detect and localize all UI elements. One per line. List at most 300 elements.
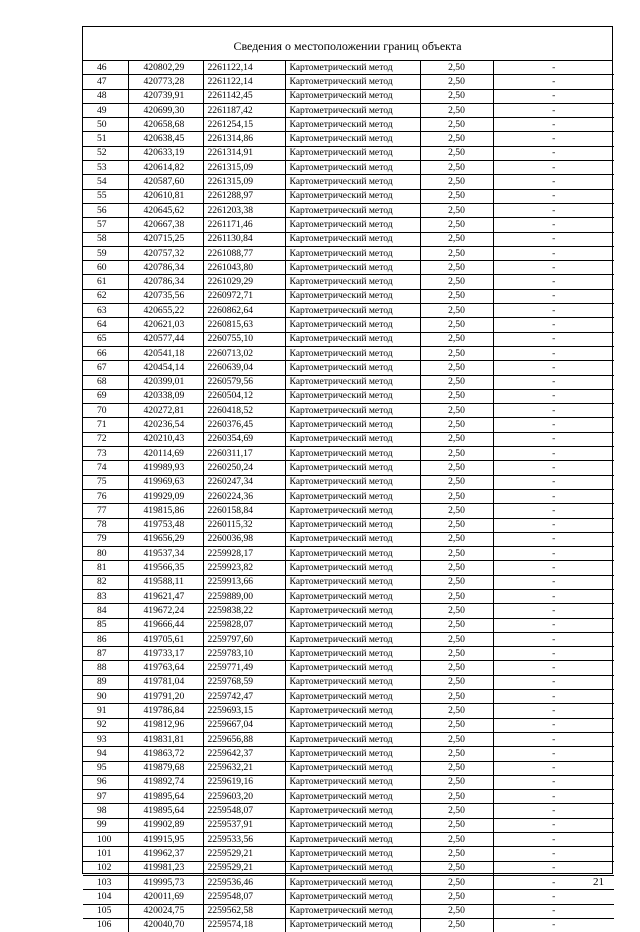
point-number-cell: 106: [83, 918, 128, 932]
method-cell: Картометрический метод: [285, 875, 420, 889]
method-cell: Картометрический метод: [285, 761, 420, 775]
method-cell: Картометрический метод: [285, 447, 420, 461]
accuracy-cell: 2,50: [420, 890, 493, 904]
point-number-cell: 76: [83, 489, 128, 503]
x-coordinate-cell: 420786,34: [128, 261, 203, 275]
x-coordinate-cell: 420658,68: [128, 118, 203, 132]
y-coordinate-cell: 2261029,29: [203, 275, 285, 289]
accuracy-cell: 2,50: [420, 861, 493, 875]
description-cell: -: [493, 575, 614, 589]
point-number-cell: 103: [83, 875, 128, 889]
accuracy-cell: 2,50: [420, 561, 493, 575]
description-cell: -: [493, 647, 614, 661]
point-number-cell: 83: [83, 589, 128, 603]
point-number-cell: 64: [83, 318, 128, 332]
y-coordinate-cell: 2261122,14: [203, 61, 285, 75]
table-row: [83, 918, 614, 932]
table-row: [83, 261, 614, 275]
y-coordinate-cell: 2261088,77: [203, 246, 285, 260]
y-coordinate-cell: 2259603,20: [203, 790, 285, 804]
table-row: [83, 418, 614, 432]
description-cell: -: [493, 489, 614, 503]
y-coordinate-cell: 2259548,07: [203, 890, 285, 904]
point-number-cell: 47: [83, 75, 128, 89]
accuracy-cell: 2,50: [420, 589, 493, 603]
table-row: [83, 432, 614, 446]
x-coordinate-cell: 419672,24: [128, 604, 203, 618]
description-cell: -: [493, 389, 614, 403]
x-coordinate-cell: 419753,48: [128, 518, 203, 532]
accuracy-cell: 2,50: [420, 389, 493, 403]
description-cell: -: [493, 75, 614, 89]
y-coordinate-cell: 2259797,60: [203, 632, 285, 646]
table-row: [83, 589, 614, 603]
method-cell: Картометрический метод: [285, 732, 420, 746]
table-row: [83, 461, 614, 475]
x-coordinate-cell: 420645,62: [128, 203, 203, 217]
table-row: [83, 904, 614, 918]
method-cell: Картометрический метод: [285, 475, 420, 489]
y-coordinate-cell: 2260579,56: [203, 375, 285, 389]
table-row: [83, 289, 614, 303]
y-coordinate-cell: 2259889,00: [203, 589, 285, 603]
description-cell: -: [493, 618, 614, 632]
y-coordinate-cell: 2261171,46: [203, 218, 285, 232]
page-number: 21: [593, 876, 604, 888]
table-row: [83, 732, 614, 746]
accuracy-cell: 2,50: [420, 418, 493, 432]
point-number-cell: 55: [83, 189, 128, 203]
description-cell: -: [493, 761, 614, 775]
method-cell: Картометрический метод: [285, 547, 420, 561]
y-coordinate-cell: 2260247,34: [203, 475, 285, 489]
table-row: [83, 404, 614, 418]
description-cell: -: [493, 146, 614, 160]
description-cell: -: [493, 561, 614, 575]
accuracy-cell: 2,50: [420, 632, 493, 646]
accuracy-cell: 2,50: [420, 904, 493, 918]
table-row: [83, 804, 614, 818]
accuracy-cell: 2,50: [420, 189, 493, 203]
point-number-cell: 84: [83, 604, 128, 618]
y-coordinate-cell: 2260815,63: [203, 318, 285, 332]
y-coordinate-cell: 2260036,98: [203, 532, 285, 546]
x-coordinate-cell: 420024,75: [128, 904, 203, 918]
accuracy-cell: 2,50: [420, 575, 493, 589]
description-cell: -: [493, 518, 614, 532]
method-cell: Картометрический метод: [285, 818, 420, 832]
method-cell: Картометрический метод: [285, 175, 420, 189]
x-coordinate-cell: 419763,64: [128, 661, 203, 675]
x-coordinate-cell: 420272,81: [128, 404, 203, 418]
x-coordinate-cell: 420011,69: [128, 890, 203, 904]
method-cell: Картометрический метод: [285, 747, 420, 761]
point-number-cell: 46: [83, 61, 128, 75]
x-coordinate-cell: 420236,54: [128, 418, 203, 432]
table-row: [83, 118, 614, 132]
table-row: [83, 861, 614, 875]
y-coordinate-cell: 2261203,38: [203, 203, 285, 217]
description-cell: -: [493, 404, 614, 418]
description-cell: -: [493, 818, 614, 832]
method-cell: Картометрический метод: [285, 432, 420, 446]
x-coordinate-cell: 419929,09: [128, 489, 203, 503]
table-row: [83, 89, 614, 103]
description-cell: -: [493, 675, 614, 689]
table-row: [83, 132, 614, 146]
description-cell: -: [493, 189, 614, 203]
description-cell: -: [493, 632, 614, 646]
method-cell: Картометрический метод: [285, 275, 420, 289]
table-row: [83, 747, 614, 761]
table-row: [83, 775, 614, 789]
accuracy-cell: 2,50: [420, 732, 493, 746]
point-number-cell: 56: [83, 203, 128, 217]
description-cell: -: [493, 461, 614, 475]
method-cell: Картометрический метод: [285, 690, 420, 704]
method-cell: Картометрический метод: [285, 89, 420, 103]
accuracy-cell: 2,50: [420, 547, 493, 561]
point-number-cell: 97: [83, 790, 128, 804]
method-cell: Картометрический метод: [285, 346, 420, 360]
method-cell: Картометрический метод: [285, 418, 420, 432]
accuracy-cell: 2,50: [420, 432, 493, 446]
y-coordinate-cell: 2260713,02: [203, 346, 285, 360]
y-coordinate-cell: 2261187,42: [203, 103, 285, 117]
point-number-cell: 66: [83, 346, 128, 360]
y-coordinate-cell: 2259529,21: [203, 861, 285, 875]
accuracy-cell: 2,50: [420, 475, 493, 489]
description-cell: -: [493, 747, 614, 761]
y-coordinate-cell: 2259913,66: [203, 575, 285, 589]
accuracy-cell: 2,50: [420, 275, 493, 289]
accuracy-cell: 2,50: [420, 661, 493, 675]
x-coordinate-cell: 419666,44: [128, 618, 203, 632]
accuracy-cell: 2,50: [420, 375, 493, 389]
x-coordinate-cell: 420786,34: [128, 275, 203, 289]
method-cell: Картометрический метод: [285, 504, 420, 518]
x-coordinate-cell: 420040,70: [128, 918, 203, 932]
y-coordinate-cell: 2259548,07: [203, 804, 285, 818]
x-coordinate-cell: 420699,30: [128, 103, 203, 117]
method-cell: Картометрический метод: [285, 389, 420, 403]
y-coordinate-cell: 2260250,24: [203, 461, 285, 475]
point-number-cell: 51: [83, 132, 128, 146]
method-cell: Картометрический метод: [285, 246, 420, 260]
point-number-cell: 49: [83, 103, 128, 117]
method-cell: Картометрический метод: [285, 532, 420, 546]
x-coordinate-cell: 419995,73: [128, 875, 203, 889]
y-coordinate-cell: 2259536,46: [203, 875, 285, 889]
description-cell: -: [493, 504, 614, 518]
description-cell: -: [493, 318, 614, 332]
method-cell: Картометрический метод: [285, 304, 420, 318]
description-cell: -: [493, 361, 614, 375]
y-coordinate-cell: 2260504,12: [203, 389, 285, 403]
point-number-cell: 88: [83, 661, 128, 675]
x-coordinate-cell: 420715,25: [128, 232, 203, 246]
point-number-cell: 67: [83, 361, 128, 375]
y-coordinate-cell: 2259928,17: [203, 547, 285, 561]
point-number-cell: 99: [83, 818, 128, 832]
method-cell: Картометрический метод: [285, 146, 420, 160]
description-cell: -: [493, 289, 614, 303]
method-cell: Картометрический метод: [285, 647, 420, 661]
table-row: [83, 875, 614, 889]
method-cell: Картометрический метод: [285, 103, 420, 117]
x-coordinate-cell: 420802,29: [128, 61, 203, 75]
method-cell: Картометрический метод: [285, 904, 420, 918]
accuracy-cell: 2,50: [420, 461, 493, 475]
table-row: [83, 346, 614, 360]
point-number-cell: 57: [83, 218, 128, 232]
accuracy-cell: 2,50: [420, 203, 493, 217]
table-row: [83, 146, 614, 160]
method-cell: Картометрический метод: [285, 604, 420, 618]
point-number-cell: 92: [83, 718, 128, 732]
x-coordinate-cell: 420541,18: [128, 346, 203, 360]
x-coordinate-cell: 419705,61: [128, 632, 203, 646]
method-cell: Картометрический метод: [285, 118, 420, 132]
description-cell: -: [493, 161, 614, 175]
description-cell: -: [493, 833, 614, 847]
accuracy-cell: 2,50: [420, 704, 493, 718]
description-cell: -: [493, 861, 614, 875]
x-coordinate-cell: 420587,60: [128, 175, 203, 189]
accuracy-cell: 2,50: [420, 847, 493, 861]
accuracy-cell: 2,50: [420, 790, 493, 804]
accuracy-cell: 2,50: [420, 175, 493, 189]
x-coordinate-cell: 419781,04: [128, 675, 203, 689]
y-coordinate-cell: 2261315,09: [203, 161, 285, 175]
y-coordinate-cell: 2260311,17: [203, 447, 285, 461]
x-coordinate-cell: 419656,29: [128, 532, 203, 546]
accuracy-cell: 2,50: [420, 818, 493, 832]
point-number-cell: 85: [83, 618, 128, 632]
accuracy-cell: 2,50: [420, 346, 493, 360]
y-coordinate-cell: 2261315,09: [203, 175, 285, 189]
accuracy-cell: 2,50: [420, 161, 493, 175]
table-row: [83, 761, 614, 775]
point-number-cell: 62: [83, 289, 128, 303]
table-row: [83, 246, 614, 260]
accuracy-cell: 2,50: [420, 747, 493, 761]
x-coordinate-cell: 420210,43: [128, 432, 203, 446]
point-number-cell: 65: [83, 332, 128, 346]
accuracy-cell: 2,50: [420, 318, 493, 332]
method-cell: Картометрический метод: [285, 632, 420, 646]
point-number-cell: 74: [83, 461, 128, 475]
table-row: [83, 690, 614, 704]
point-number-cell: 93: [83, 732, 128, 746]
description-cell: -: [493, 432, 614, 446]
x-coordinate-cell: 420735,56: [128, 289, 203, 303]
method-cell: Картометрический метод: [285, 161, 420, 175]
method-cell: Картометрический метод: [285, 75, 420, 89]
table-row: [83, 618, 614, 632]
description-cell: -: [493, 475, 614, 489]
accuracy-cell: 2,50: [420, 132, 493, 146]
table-row: [83, 218, 614, 232]
x-coordinate-cell: 419621,47: [128, 589, 203, 603]
accuracy-cell: 2,50: [420, 675, 493, 689]
description-cell: -: [493, 447, 614, 461]
description-cell: -: [493, 275, 614, 289]
method-cell: Картометрический метод: [285, 847, 420, 861]
accuracy-cell: 2,50: [420, 404, 493, 418]
x-coordinate-cell: 420667,38: [128, 218, 203, 232]
accuracy-cell: 2,50: [420, 304, 493, 318]
x-coordinate-cell: 420338,09: [128, 389, 203, 403]
point-number-cell: 54: [83, 175, 128, 189]
point-number-cell: 82: [83, 575, 128, 589]
point-number-cell: 68: [83, 375, 128, 389]
x-coordinate-cell: 419812,96: [128, 718, 203, 732]
table-row: [83, 75, 614, 89]
accuracy-cell: 2,50: [420, 218, 493, 232]
description-cell: -: [493, 790, 614, 804]
point-number-cell: 104: [83, 890, 128, 904]
y-coordinate-cell: 2259642,37: [203, 747, 285, 761]
point-number-cell: 98: [83, 804, 128, 818]
point-number-cell: 102: [83, 861, 128, 875]
method-cell: Картометрический метод: [285, 704, 420, 718]
table-row: [83, 575, 614, 589]
method-cell: Картометрический метод: [285, 332, 420, 346]
point-number-cell: 79: [83, 532, 128, 546]
point-number-cell: 50: [83, 118, 128, 132]
description-cell: -: [493, 61, 614, 75]
x-coordinate-cell: 420655,22: [128, 304, 203, 318]
description-cell: -: [493, 890, 614, 904]
x-coordinate-cell: 420577,44: [128, 332, 203, 346]
x-coordinate-cell: 419815,86: [128, 504, 203, 518]
accuracy-cell: 2,50: [420, 532, 493, 546]
accuracy-cell: 2,50: [420, 489, 493, 503]
y-coordinate-cell: 2259667,04: [203, 718, 285, 732]
description-cell: -: [493, 89, 614, 103]
method-cell: Картометрический метод: [285, 804, 420, 818]
method-cell: Картометрический метод: [285, 189, 420, 203]
y-coordinate-cell: 2259656,88: [203, 732, 285, 746]
coordinates-table-body: [83, 61, 614, 932]
x-coordinate-cell: 419915,95: [128, 833, 203, 847]
accuracy-cell: 2,50: [420, 604, 493, 618]
x-coordinate-cell: 419537,34: [128, 547, 203, 561]
y-coordinate-cell: 2260376,45: [203, 418, 285, 432]
table-row: [83, 675, 614, 689]
method-cell: Картометрический метод: [285, 289, 420, 303]
x-coordinate-cell: 420621,03: [128, 318, 203, 332]
point-number-cell: 81: [83, 561, 128, 575]
table-row: [83, 103, 614, 117]
method-cell: Картометрический метод: [285, 890, 420, 904]
table-row: [83, 203, 614, 217]
accuracy-cell: 2,50: [420, 761, 493, 775]
accuracy-cell: 2,50: [420, 246, 493, 260]
point-number-cell: 77: [83, 504, 128, 518]
y-coordinate-cell: 2259533,56: [203, 833, 285, 847]
y-coordinate-cell: 2259828,07: [203, 618, 285, 632]
y-coordinate-cell: 2260224,36: [203, 489, 285, 503]
table-row: [83, 175, 614, 189]
accuracy-cell: 2,50: [420, 289, 493, 303]
table-row: [83, 275, 614, 289]
method-cell: Картометрический метод: [285, 489, 420, 503]
table-row: [83, 304, 614, 318]
y-coordinate-cell: 2261288,97: [203, 189, 285, 203]
accuracy-cell: 2,50: [420, 647, 493, 661]
accuracy-cell: 2,50: [420, 75, 493, 89]
description-cell: -: [493, 604, 614, 618]
point-number-cell: 75: [83, 475, 128, 489]
accuracy-cell: 2,50: [420, 518, 493, 532]
y-coordinate-cell: 2261122,14: [203, 75, 285, 89]
x-coordinate-cell: 419786,84: [128, 704, 203, 718]
point-number-cell: 60: [83, 261, 128, 275]
x-coordinate-cell: 419895,64: [128, 790, 203, 804]
y-coordinate-cell: 2259838,22: [203, 604, 285, 618]
y-coordinate-cell: 2260755,10: [203, 332, 285, 346]
y-coordinate-cell: 2261043,80: [203, 261, 285, 275]
accuracy-cell: 2,50: [420, 504, 493, 518]
method-cell: Картометрический метод: [285, 318, 420, 332]
x-coordinate-cell: 419895,64: [128, 804, 203, 818]
x-coordinate-cell: 419879,68: [128, 761, 203, 775]
accuracy-cell: 2,50: [420, 718, 493, 732]
y-coordinate-cell: 2259562,58: [203, 904, 285, 918]
x-coordinate-cell: 419566,35: [128, 561, 203, 575]
description-cell: -: [493, 232, 614, 246]
description-cell: -: [493, 704, 614, 718]
x-coordinate-cell: 420614,82: [128, 161, 203, 175]
accuracy-cell: 2,50: [420, 332, 493, 346]
x-coordinate-cell: 420610,81: [128, 189, 203, 203]
accuracy-cell: 2,50: [420, 875, 493, 889]
description-cell: -: [493, 118, 614, 132]
y-coordinate-cell: 2259923,82: [203, 561, 285, 575]
description-cell: -: [493, 589, 614, 603]
point-number-cell: 86: [83, 632, 128, 646]
point-number-cell: 72: [83, 432, 128, 446]
point-number-cell: 90: [83, 690, 128, 704]
y-coordinate-cell: 2259537,91: [203, 818, 285, 832]
description-cell: -: [493, 918, 614, 932]
point-number-cell: 80: [83, 547, 128, 561]
method-cell: Картометрический метод: [285, 218, 420, 232]
accuracy-cell: 2,50: [420, 146, 493, 160]
point-number-cell: 105: [83, 904, 128, 918]
description-cell: -: [493, 132, 614, 146]
point-number-cell: 78: [83, 518, 128, 532]
x-coordinate-cell: 420773,28: [128, 75, 203, 89]
x-coordinate-cell: 419989,93: [128, 461, 203, 475]
method-cell: Картометрический метод: [285, 790, 420, 804]
x-coordinate-cell: 420454,14: [128, 361, 203, 375]
table-row: [83, 532, 614, 546]
boundary-table-frame: [82, 26, 613, 931]
table-row: [83, 447, 614, 461]
x-coordinate-cell: 419588,11: [128, 575, 203, 589]
method-cell: Картометрический метод: [285, 833, 420, 847]
table-row: [83, 632, 614, 646]
method-cell: Картометрический метод: [285, 718, 420, 732]
point-number-cell: 95: [83, 761, 128, 775]
x-coordinate-cell: 420638,45: [128, 132, 203, 146]
coordinates-table: [83, 61, 614, 932]
table-row: [83, 647, 614, 661]
method-cell: Картометрический метод: [285, 232, 420, 246]
